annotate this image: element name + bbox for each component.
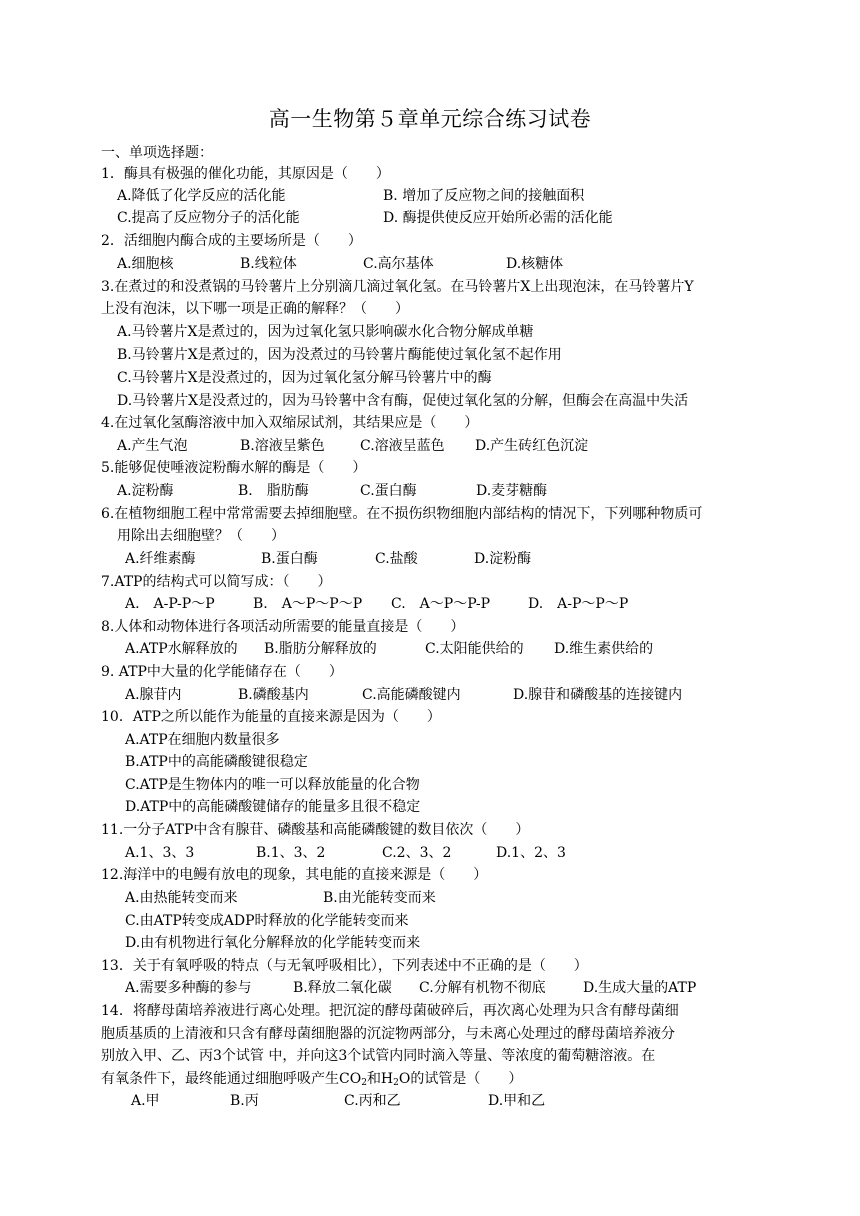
question-2: 2．活细胞内酶合成的主要场所是（ ） [101,233,362,249]
q10-option-a: A.ATP在细胞内数量很多 [125,732,280,748]
question-10: 10．ATP之所以能作为能量的直接来源是因为（ ） [101,709,441,725]
question-3-line-2: 上没有泡沫，以下哪一项是正确的解释？（ ） [101,301,409,317]
question-14-line-2: 胞质基质的上清液和只含有酵母菌细胞器的沉淀物两部分，与未离心处理过的酵母菌培养液分 [101,1026,675,1042]
question-4: 4.在过氧化氢酶溶液中加入双缩尿试剂，其结果应是（ ） [101,415,479,431]
q4-option-b: B.溶液呈紫色 [240,438,325,454]
q13-option-d: D.生成大量的ATP [583,980,697,996]
q12-option-a: A.由热能转变而来 [125,890,238,906]
q14-line-4-text-a: 有氧条件下，最终能通过细胞呼吸产生CO [101,1071,362,1087]
q10-option-d: D.ATP中的高能磷酸键储存的能量多且很不稳定 [125,799,421,815]
question-1: 1．酶具有极强的催化功能，其原因是（ ） [101,166,390,182]
q12-option-d: D.由有机物进行氧化分解释放的化学能转变而来 [125,935,421,951]
question-11: 11.一分子ATP中含有腺苷、磷酸基和高能磷酸键的数目依次（ ） [101,822,530,838]
q1-option-c: C.提高了反应物分子的活化能 [117,210,300,226]
q9-option-d: D.腺苷和磷酸基的连接键内 [513,687,683,703]
q7-option-c: C. A～P～P-P [391,596,490,612]
q11-option-c: C.2、3、2 [382,845,452,861]
q10-option-b: B.ATP中的高能磷酸键很稳定 [125,754,308,770]
question-8: 8.人体和动物体进行各项活动所需要的能量直接是（ ） [101,619,465,635]
q1-option-a: A.降低了化学反应的活化能 [117,188,286,204]
question-13: 13．关于有氧呼吸的特点（与无氧呼吸相比），下列表述中不正确的是（ ） [101,958,588,974]
q14-line-4-text-c: O的试管是（ ） [398,1071,523,1087]
q3-option-b: B.马铃薯片X是煮过的，因为没煮过的马铃薯片酶能使过氧化氢不起作用 [117,347,562,363]
q6-option-d: D.淀粉酶 [474,551,532,567]
q11-option-b: B.1、3、2 [256,845,326,861]
q7-option-b: B. A～P～P～P [253,596,363,612]
q5-option-d: D.麦芽糖酶 [476,483,548,499]
q11-option-a: A.1、3、3 [125,845,195,861]
q9-option-b: B.磷酸基内 [238,687,309,703]
question-14-line-4 [101,1068,522,1094]
h2o-subscript: 2 [393,1078,399,1088]
q5-option-b: B. 脂肪酶 [238,483,309,499]
question-7: 7.ATP的结构式可以简写成：（ ） [101,574,332,590]
q14-line-4-text-b: 和H [366,1071,394,1087]
q2-option-b: B.线粒体 [240,256,297,272]
q8-option-b: B.脂肪分解释放的 [264,641,377,657]
q14-option-d: D.甲和乙 [488,1093,546,1109]
q1-option-b: B. 增加了反应物之间的接触面积 [383,188,585,204]
q2-option-c: C.高尔基体 [363,256,434,272]
question-14-line-1: 14．将酵母菌培养液进行离心处理。把沉淀的酵母菌破碎后，再次离心处理为只含有酵母菌细 [101,1003,679,1019]
q13-option-c: C.分解有机物不彻底 [419,980,546,996]
q10-option-c: C.ATP是生物体内的唯一可以释放能量的化合物 [125,777,420,793]
q12-option-b: B.由光能转变而来 [323,890,436,906]
q6-option-c: C.盐酸 [375,551,418,567]
q4-option-a: A.产生气泡 [117,438,188,454]
co2-subscript: 2 [361,1078,367,1088]
q13-option-b: B.释放二氧化碳 [293,980,392,996]
question-9: 9. ATP中大量的化学能储存在（ ） [101,664,343,680]
section-heading: 一、单项选择题： [101,145,213,161]
q1-option-d: D. 酶提供使反应开始所必需的活化能 [383,210,613,226]
q7-option-d: D. A-P～P～P [528,596,629,612]
q6-option-b: B.蛋白酶 [261,551,318,567]
page-title: 高一生物第５章单元综合练习试卷 [268,107,592,131]
q4-option-d: D.产生砖红色沉淀 [475,438,589,454]
q3-option-c: C.马铃薯片X是没煮过的，因为过氧化氢分解马铃薯片中的酶 [117,370,492,386]
q3-option-d: D.马铃薯片X是没煮过的，因为马铃薯中含有酶，促使过氧化氢的分解，但酶会在高温中失活 [117,393,689,409]
q7-option-a: A. A-P-P～P [125,596,215,612]
q5-option-a: A.淀粉酶 [117,483,174,499]
q2-option-a: A.细胞核 [117,256,174,272]
q14-option-c: C.丙和乙 [344,1093,401,1109]
q5-option-c: C.蛋白酶 [360,483,417,499]
q14-option-b: B.丙 [230,1093,259,1109]
question-12: 12.海洋中的电鳗有放电的现象，其电能的直接来源是（ ） [101,867,488,883]
question-6-line-2: 用除出去细胞壁？（ ） [117,528,285,544]
q13-option-a: A.需要多种酶的参与 [125,980,252,996]
q12-option-c: C.由ATP转变成ADP时释放的化学能转变而来 [125,913,409,929]
q6-option-a: A.纤维素酶 [125,551,196,567]
q8-option-c: C.太阳能供给的 [425,641,524,657]
q2-option-d: D.核糖体 [506,256,564,272]
q3-option-a: A.马铃薯片X是煮过的，因为过氧化氢只影响碳水化合物分解成单糖 [117,324,534,340]
q14-option-a: A.甲 [131,1093,160,1109]
question-14-line-3: 别放入甲、乙、丙3个试管 中，并向这3个试管内同时滴入等量、等浓度的葡萄糖溶液。在 [101,1048,656,1064]
q9-option-a: A.腺苷内 [125,687,182,703]
q4-option-c: C.溶液呈蓝色 [360,438,445,454]
q8-option-d: D.维生素供给的 [554,641,654,657]
question-6-line-1: 6.在植物细胞工程中常常需要去掉细胞壁。在不损伤织物细胞内部结构的情况下，下列哪种物质可 [101,506,703,522]
q9-option-c: C.高能磷酸键内 [362,687,461,703]
question-3-line-1: 3.在煮过的和没煮锅的马铃薯片上分别滴几滴过氧化氢。在马铃薯片X上出现泡沫，在马铃薯片Y [101,279,694,295]
question-5: 5.能够促使唾液淀粉酶水解的酶是（ ） [101,460,367,476]
q11-option-d: D.1、2、3 [496,845,566,861]
q8-option-a: A.ATP水解释放的 [125,641,238,657]
